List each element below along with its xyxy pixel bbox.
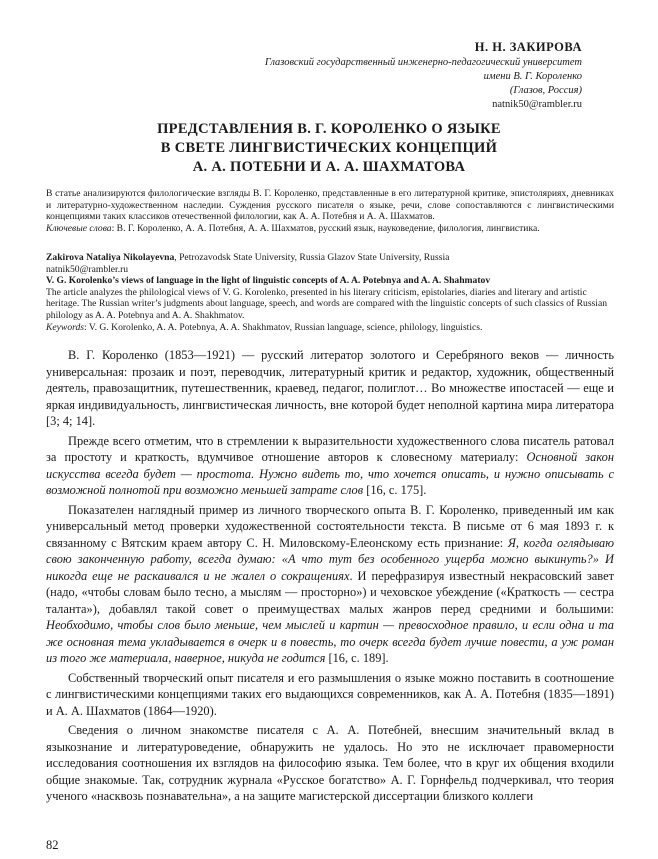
title-line: А. А. ПОТЕБНИ И А. А. ШАХМАТОВА: [192, 159, 466, 175]
en-email[interactable]: natnik50@rambler.ru: [46, 263, 129, 275]
en-author-name: Zakirova Nataliya Nikolayevna: [46, 252, 175, 263]
paragraph-text: . И перефразируя известный некрасовский завет (надо, «чтобы словам было тесно, а мыслям — просторно») и чеховское убеждение («Краткость — сестра таланта»), добавлял такой совет о преимуществах малых жанров перед средними и большими:: [46, 568, 614, 616]
abstract-english: [46, 252, 614, 333]
author-name: Н. Н. ЗАКИРОВА: [474, 40, 582, 54]
quote-italic: Необходимо, чтобы слов было меньше, чем мыслей и картин — превосходное правило, и если одна и та же основная тема укладывается в очерк и в повесть, то очерк всегда будет лучше повести, а уж роман из того же материала, наверное, никуда не годится: [46, 618, 614, 665]
keywords-en: [46, 322, 614, 334]
paragraph: Сведения о личном знакомстве писателя с А. А. Потебней, внесшим значительный вклад в языкознание и литературоведение, обнаружить не удалось. Но это не исключает правомерности исследования соотношения их взглядов на философию языка. Тем более, что в круг их общения входили общие знакомые. Так, сотрудник журнала «Русское богатство» А. Г. Горнфельд подчеркивал, что теория ученого «насквозь познавательна», а на защите магистерской диссертации близкого коллеги: [46, 723, 614, 803]
en-author-line: [46, 252, 614, 264]
keywords-ru: [46, 223, 614, 235]
article-body: [46, 347, 614, 808]
en-title: V. G. Korolenko’s views of language in the light of linguistic concepts of A. A. Potebnya and A. A. Shahmatov: [46, 275, 491, 287]
author-block: [162, 40, 582, 112]
abstract-russian: [46, 188, 614, 234]
paragraph: [46, 433, 614, 499]
keywords-ru-label: Ключевые слова: [46, 222, 112, 234]
abstract-en-text: The article analyzes the philological views of V. G. Korolenko, presented in his literary criticism, epistolaries, diaries and literary and artistic heritage. The Russian writer’s judgments about language, speech, and words are compared with the linguistic concepts of such classics of Russian philology as A. A. Potebnya and A. A. Shakhmatov.: [46, 286, 608, 321]
paragraph: [46, 502, 614, 667]
keywords-en-list: : V. G. Korolenko, A. A. Potebnya, A. A. Shakhmatov, Russian language, science, philology, linguistics.: [84, 321, 483, 333]
affiliation-line: (Глазов, Россия): [509, 85, 582, 96]
article-title: [40, 120, 618, 177]
paragraph-text: Показателен наглядный пример из личного творческого опыта В. Г. Короленко, приведенный им как универсальный метод проверки художественной состоятельности текста. В письме от 6 мая 1893 г. к связанному с Вятским краем автору С. Н. Миловскому-Елеонскому есть признание:: [46, 502, 614, 550]
en-affiliation: , Petrozavodsk State University, Russia Glazov State University, Russia: [174, 252, 450, 263]
paragraph: В. Г. Короленко (1853—1921) — русский литератор золотого и Серебряного веков — личность универсальная: прозаик и поэт, переводчик, литературный критик и редактор, художник, общественный деятель, правозащитник, путешественник, краевед, педагог, полиглот… Во множестве ипостасей — еще и яркая индивидуальность, лингвистическая личность, вне которой будет неполной картина мира литератора [3; 4; 14].: [46, 348, 614, 428]
title-line: В СВЕТЕ ЛИНГВИСТИЧЕСКИХ КОНЦЕПЦИЙ: [160, 140, 498, 156]
author-email[interactable]: natnik50@rambler.ru: [492, 99, 582, 110]
paragraph-text: Прежде всего отметим, что в стремлении к выразительности художественного слова писатель ратовал за простоту и краткость, вдумчивое отношение авторов к словесному материалу:: [46, 433, 614, 464]
abstract-ru-text: В статье анализируются филологические взгляды В. Г. Короленко, представленные в его литературной критике, эпистоляриях, дневниках и литературно-художественном наследии. Суждения русского писателя о языке, речи, слове сопоставляются с лингвистическими концепциями таких классиков отечественной филологии, как А. А. Потебня и А. А. Шахматов.: [46, 188, 614, 223]
page-number: 82: [46, 838, 59, 852]
title-line: ПРЕДСТАВЛЕНИЯ В. Г. КОРОЛЕНКО О ЯЗЫКЕ: [157, 121, 501, 137]
citation: [16, с. 175].: [363, 483, 427, 497]
citation: [16, с. 189].: [325, 651, 389, 665]
keywords-en-label: Keywords: [46, 321, 85, 333]
keywords-ru-list: : В. Г. Короленко, А. А. Потебня, А. А. Шахматов, русский язык, науковедение, филология, лингвистика.: [111, 222, 540, 234]
quote-italic: Основной закон искусства всегда будет — простота. Нужно видеть то, что хочется описать, и нужно описывать с возможной полнотой при возможно меньшей затрате слов: [46, 450, 615, 497]
affiliation-line: имени В. Г. Короленко: [483, 71, 582, 82]
paragraph: Собственный творческий опыт писателя и его размышления о языке можно поставить в соотношение с лингвистическими концепциями таких его выдающихся современников, как А. А. Потебня (1835—1891) и А. А. Шахматов (1864—1920).: [46, 670, 614, 718]
quote-italic: Я, когда оглядываю свою законченную работу, всегда думаю: «А что тут без особенного ущерба можно выкинуть?» И никогда еще не раскаивался и не жалел о сокращениях: [46, 535, 614, 583]
affiliation-line: Глазовский государственный инженерно-педагогический университет: [264, 57, 582, 68]
